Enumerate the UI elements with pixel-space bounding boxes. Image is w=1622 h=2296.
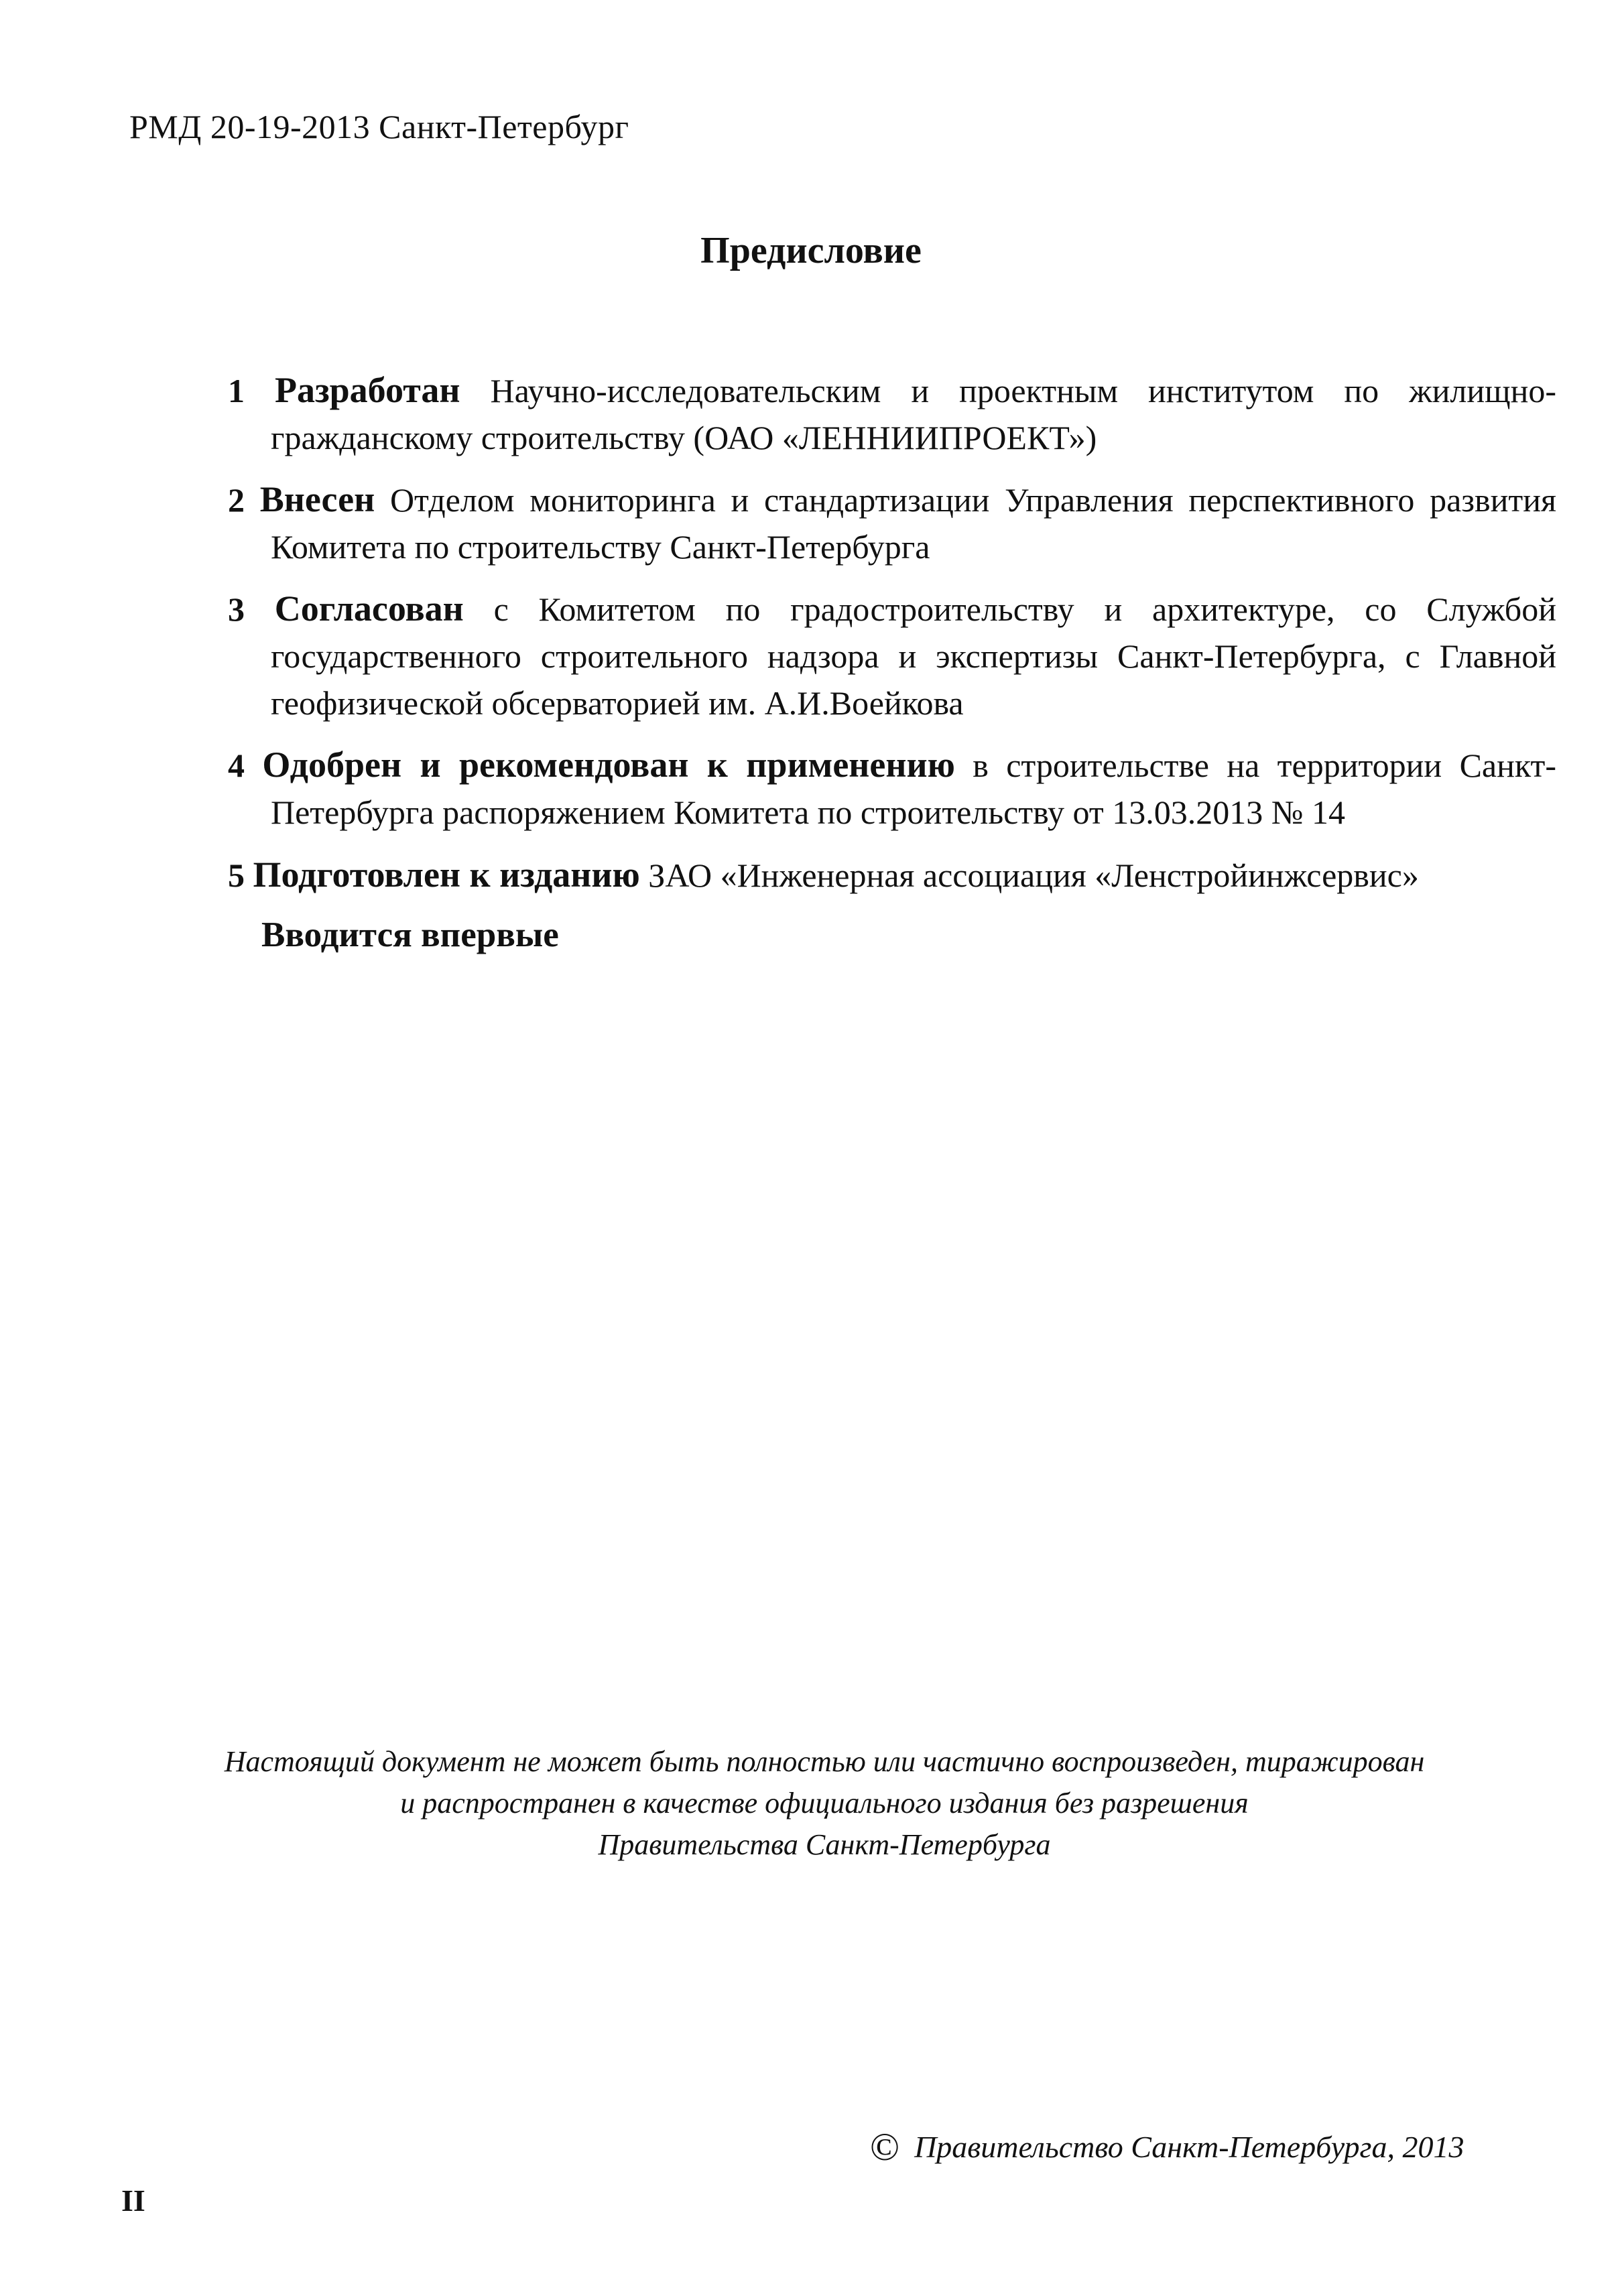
copyright-line (870, 2124, 1464, 2169)
item-number: 5 (228, 856, 245, 894)
copyright-owner: Правительство Санкт-Петербурга, 2013 (914, 2130, 1464, 2164)
reproduction-notice (161, 1741, 1488, 1866)
item-number: 4 (228, 747, 245, 784)
page-number: II (121, 2183, 145, 2218)
item-text: Научно-исследовательским и проектным институтом по жилищно-гражданскому строительству (ОАО «ЛЕННИИПРОЕКТ») (271, 372, 1557, 456)
foreword-item (228, 851, 1556, 899)
item-number: 1 (228, 372, 245, 409)
notice-line: Настоящий документ не может быть полностью или частично воспроизведен, тиражирован (224, 1745, 1425, 1778)
document-code-header: РМД 20-19-2013 Санкт-Петербург (129, 108, 629, 145)
item-lead: Разработан (274, 370, 460, 410)
item-text: ЗАО «Инженерная ассоциация «Ленстройинжсервис» (648, 856, 1419, 894)
introduced-first-note: Вводится впервые (261, 915, 559, 954)
item-text: с Комитетом по градостроительству и архитектуре, со Службой государственного строительного надзора и экспертизы Санкт-Петербурга, с Главной геофизической обсерваторией им. А.И.Воейкова (271, 590, 1557, 722)
item-text: в строительстве на территории Санкт-Петербурга распоряжением Комитета по строительству от 13.03.2013 № 14 (271, 747, 1556, 831)
item-lead: Одобрен и рекомендован к применению (262, 745, 955, 785)
item-lead: Согласован (274, 588, 464, 629)
item-number: 2 (228, 481, 245, 519)
page-title: Предисловие (700, 230, 922, 271)
item-lead: Подготовлен к изданию (253, 854, 640, 895)
item-text: Отделом мониторинга и стандартизации Управления перспективного развития Комитета по строительству Санкт-Петербурга (271, 481, 1557, 566)
foreword-item (228, 585, 1556, 726)
item-lead: Внесен (259, 479, 375, 519)
foreword-item (228, 741, 1556, 836)
copyright-icon: © (870, 2125, 900, 2169)
notice-line: и распространен в качестве официального издания без разрешения (400, 1787, 1249, 1820)
notice-line: Правительства Санкт-Петербурга (598, 1828, 1051, 1861)
foreword-item (228, 476, 1556, 570)
foreword-item (228, 367, 1556, 461)
item-number: 3 (228, 590, 245, 628)
